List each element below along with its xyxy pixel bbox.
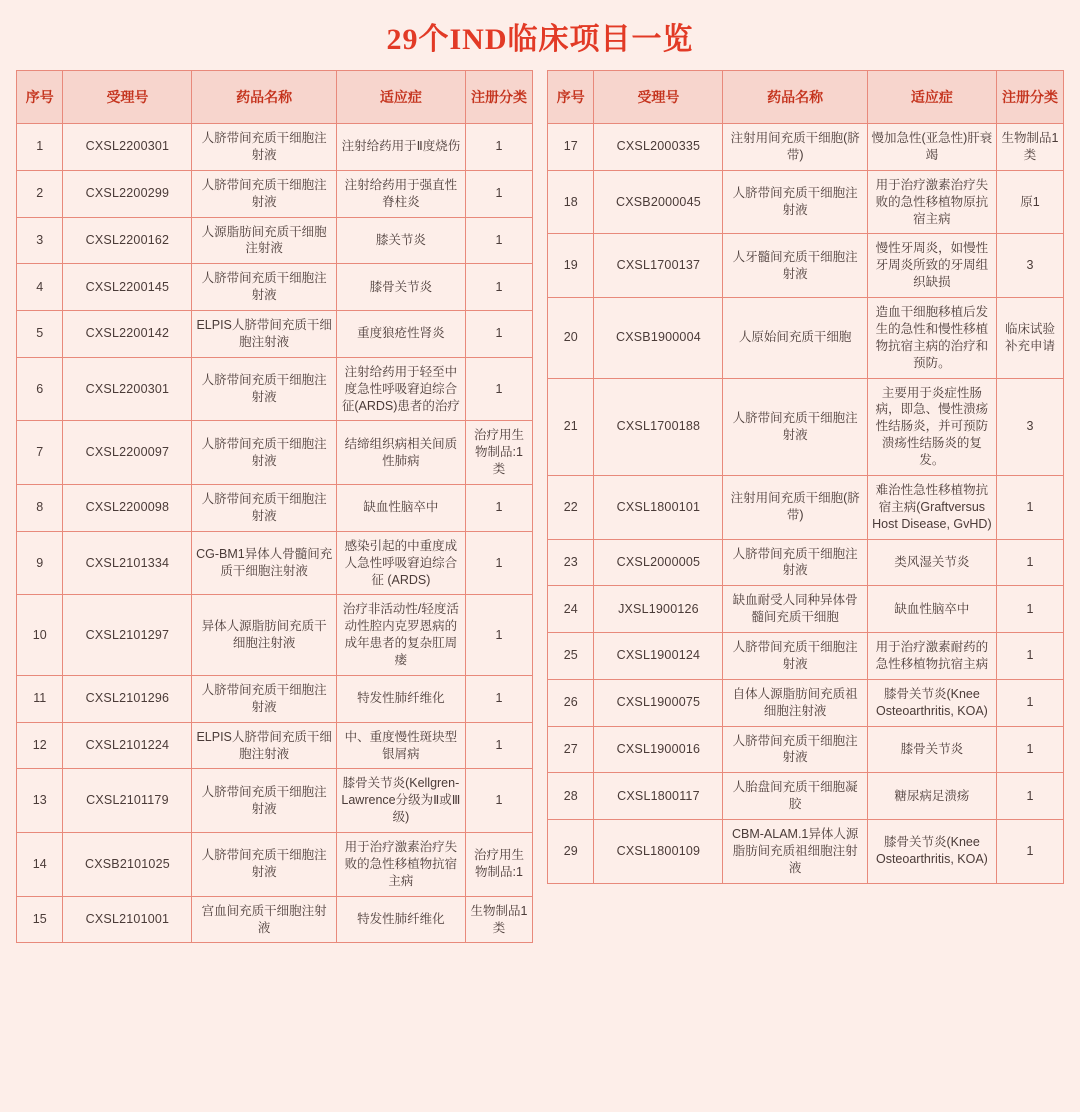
cell-indication: 膝关节炎 [336, 217, 465, 264]
table-row [17, 722, 533, 769]
cell-drug-name: 人脐带间充质干细胞注射液 [192, 421, 336, 485]
cell-acceptance-number: CXSL1900124 [594, 633, 723, 680]
cell-registration-class: 1 [465, 124, 532, 171]
cell-registration-class: 治疗用生物制品:1类 [465, 421, 532, 485]
cell-acceptance-number: CXSL1800109 [594, 820, 723, 884]
table-row [548, 726, 1064, 773]
cell-indication: 难治性急性移植物抗宿主病(Graftversus Host Disease, GvHD) [867, 475, 996, 539]
cell-drug-name: 人脐带间充质干细胞注射液 [192, 675, 336, 722]
cell-drug-name: 人源脂肪间充质干细胞注射液 [192, 217, 336, 264]
cell-acceptance-number: CXSL1800117 [594, 773, 723, 820]
cell-drug-name: 人脐带间充质干细胞注射液 [192, 124, 336, 171]
table-row [548, 124, 1064, 171]
column-header-no: 序号 [548, 71, 594, 124]
cell-drug-name: 人脐带间充质干细胞注射液 [723, 378, 867, 475]
cell-indication: 用于治疗激素耐药的急性移植物抗宿主病 [867, 633, 996, 680]
cell-acceptance-number: CXSL1900016 [594, 726, 723, 773]
cell-registration-class: 治疗用生物制品:1 [465, 833, 532, 897]
cell-indication: 膝骨关节炎(Knee Osteoarthritis, KOA) [867, 820, 996, 884]
cell-sequence-number: 23 [548, 539, 594, 586]
cell-indication: 治疗非活动性/轻度活动性腔内克罗恩病的成年患者的复杂肛周瘘 [336, 595, 465, 676]
cell-sequence-number: 25 [548, 633, 594, 680]
cell-acceptance-number: CXSL2200162 [63, 217, 192, 264]
cell-indication: 中、重度慢性斑块型银屑病 [336, 722, 465, 769]
tables-container [0, 70, 1080, 943]
cell-sequence-number: 21 [548, 378, 594, 475]
table-row [548, 820, 1064, 884]
cell-indication: 注射给药用于轻至中度急性呼吸窘迫综合征(ARDS)患者的治疗 [336, 357, 465, 421]
cell-sequence-number: 5 [17, 311, 63, 358]
cell-drug-name: ELPIS人脐带间充质干细胞注射液 [192, 311, 336, 358]
cell-registration-class: 生物制品1类 [465, 896, 532, 943]
table-row [17, 170, 533, 217]
table-header-row [548, 71, 1064, 124]
cell-sequence-number: 10 [17, 595, 63, 676]
cell-registration-class: 1 [465, 357, 532, 421]
cell-indication: 膝骨关节炎 [867, 726, 996, 773]
table-header-row [17, 71, 533, 124]
cell-sequence-number: 13 [17, 769, 63, 833]
cell-sequence-number: 3 [17, 217, 63, 264]
table-row [548, 298, 1064, 379]
table-body-right [548, 124, 1064, 884]
cell-registration-class: 1 [996, 726, 1063, 773]
cell-sequence-number: 11 [17, 675, 63, 722]
cell-acceptance-number: CXSL1900075 [594, 679, 723, 726]
table-body-left [17, 124, 533, 943]
cell-sequence-number: 6 [17, 357, 63, 421]
table-row [548, 378, 1064, 475]
cell-registration-class: 1 [996, 475, 1063, 539]
cell-drug-name: 异体人源脂肪间充质干细胞注射液 [192, 595, 336, 676]
cell-indication: 慢加急性(亚急性)肝衰竭 [867, 124, 996, 171]
cell-acceptance-number: CXSL2000005 [594, 539, 723, 586]
table-row [548, 679, 1064, 726]
cell-sequence-number: 28 [548, 773, 594, 820]
cell-sequence-number: 8 [17, 485, 63, 532]
cell-drug-name: CBM-ALAM.1异体人源脂肪间充质祖细胞注射液 [723, 820, 867, 884]
cell-indication: 结缔组织病相关间质性肺病 [336, 421, 465, 485]
cell-drug-name: 缺血耐受人同种异体骨髓间充质干细胞 [723, 586, 867, 633]
table-row [17, 217, 533, 264]
cell-registration-class: 1 [996, 820, 1063, 884]
cell-sequence-number: 12 [17, 722, 63, 769]
cell-registration-class: 1 [465, 595, 532, 676]
cell-acceptance-number: JXSL1900126 [594, 586, 723, 633]
cell-acceptance-number: CXSL1800101 [594, 475, 723, 539]
table-row [17, 769, 533, 833]
cell-indication: 膝骨关节炎(Kellgren-Lawrence分级为Ⅱ或Ⅲ级) [336, 769, 465, 833]
cell-registration-class: 1 [996, 773, 1063, 820]
table-row [17, 833, 533, 897]
cell-drug-name: 人脐带间充质干细胞注射液 [192, 769, 336, 833]
cell-sequence-number: 14 [17, 833, 63, 897]
cell-drug-name: 人脐带间充质干细胞注射液 [192, 357, 336, 421]
cell-sequence-number: 9 [17, 531, 63, 595]
cell-registration-class: 1 [465, 170, 532, 217]
cell-acceptance-number: CXSL2101224 [63, 722, 192, 769]
cell-acceptance-number: CXSL2200145 [63, 264, 192, 311]
cell-registration-class: 1 [465, 485, 532, 532]
cell-acceptance-number: CXSL2200097 [63, 421, 192, 485]
cell-registration-class: 1 [465, 531, 532, 595]
ind-table-right [547, 70, 1064, 884]
cell-sequence-number: 19 [548, 234, 594, 298]
cell-drug-name: 注射用间充质干细胞(脐带) [723, 475, 867, 539]
cell-acceptance-number: CXSL1700188 [594, 378, 723, 475]
left-table-column [16, 70, 533, 943]
table-row [17, 311, 533, 358]
cell-indication: 用于治疗激素治疗失败的急性移植物抗宿主病 [336, 833, 465, 897]
table-row [17, 531, 533, 595]
cell-drug-name: 人脐带间充质干细胞注射液 [192, 264, 336, 311]
table-row [548, 773, 1064, 820]
cell-acceptance-number: CXSL2200301 [63, 124, 192, 171]
cell-indication: 重度狼疮性肾炎 [336, 311, 465, 358]
cell-registration-class: 1 [996, 633, 1063, 680]
cell-drug-name: 人脐带间充质干细胞注射液 [192, 833, 336, 897]
table-row [17, 124, 533, 171]
cell-registration-class: 1 [465, 264, 532, 311]
cell-drug-name: 人脐带间充质干细胞注射液 [723, 633, 867, 680]
column-header-no: 序号 [17, 71, 63, 124]
cell-registration-class: 临床试验补充申请 [996, 298, 1063, 379]
table-row [548, 170, 1064, 234]
cell-indication: 主要用于炎症性肠病，即急、慢性溃疡性结肠炎，并可预防溃疡性结肠炎的复发。 [867, 378, 996, 475]
cell-acceptance-number: CXSB2000045 [594, 170, 723, 234]
cell-indication: 注射给药用于Ⅱ度烧伤 [336, 124, 465, 171]
cell-acceptance-number: CXSL2101297 [63, 595, 192, 676]
cell-drug-name: 人牙髓间充质干细胞注射液 [723, 234, 867, 298]
cell-indication: 慢性牙周炎，如慢性牙周炎所致的牙周组织缺损 [867, 234, 996, 298]
cell-registration-class: 1 [996, 679, 1063, 726]
right-table-column [547, 70, 1064, 884]
table-row [17, 675, 533, 722]
cell-sequence-number: 26 [548, 679, 594, 726]
column-header-indication: 适应症 [336, 71, 465, 124]
cell-acceptance-number: CXSL2200299 [63, 170, 192, 217]
cell-indication: 特发性肺纤维化 [336, 675, 465, 722]
cell-acceptance-number: CXSL2200098 [63, 485, 192, 532]
table-row [17, 595, 533, 676]
table-row [17, 896, 533, 943]
cell-acceptance-number: CXSB2101025 [63, 833, 192, 897]
cell-registration-class: 3 [996, 234, 1063, 298]
cell-indication: 感染引起的中重度成人急性呼吸窘迫综合征 (ARDS) [336, 531, 465, 595]
cell-indication: 糖尿病足溃疡 [867, 773, 996, 820]
cell-registration-class: 原1 [996, 170, 1063, 234]
column-header-drug: 药品名称 [723, 71, 867, 124]
cell-drug-name: 人脐带间充质干细胞注射液 [192, 170, 336, 217]
cell-sequence-number: 27 [548, 726, 594, 773]
table-row [548, 234, 1064, 298]
page-title: 29个IND临床项目一览 [386, 23, 694, 56]
cell-sequence-number: 22 [548, 475, 594, 539]
column-header-class: 注册分类 [465, 71, 532, 124]
cell-drug-name: 人脐带间充质干细胞注射液 [723, 726, 867, 773]
cell-acceptance-number: CXSL2101334 [63, 531, 192, 595]
cell-drug-name: ELPIS人脐带间充质干细胞注射液 [192, 722, 336, 769]
cell-indication: 注射给药用于强直性脊柱炎 [336, 170, 465, 217]
column-header-accept: 受理号 [63, 71, 192, 124]
cell-sequence-number: 15 [17, 896, 63, 943]
cell-drug-name: 人原始间充质干细胞 [723, 298, 867, 379]
cell-indication: 特发性肺纤维化 [336, 896, 465, 943]
cell-indication: 缺血性脑卒中 [336, 485, 465, 532]
cell-sequence-number: 7 [17, 421, 63, 485]
cell-indication: 用于治疗激素治疗失败的急性移植物原抗宿主病 [867, 170, 996, 234]
cell-indication: 造血干细胞移植后发生的急性和慢性移植物抗宿主病的治疗和预防。 [867, 298, 996, 379]
cell-acceptance-number: CXSL2200142 [63, 311, 192, 358]
cell-drug-name: 注射用间充质干细胞(脐带) [723, 124, 867, 171]
cell-registration-class: 1 [465, 675, 532, 722]
cell-drug-name: 人脐带间充质干细胞注射液 [723, 170, 867, 234]
cell-indication: 膝骨关节炎(Knee Osteoarthritis, KOA) [867, 679, 996, 726]
cell-drug-name: CG-BM1异体人骨髓间充质干细胞注射液 [192, 531, 336, 595]
table-row [548, 539, 1064, 586]
cell-sequence-number: 29 [548, 820, 594, 884]
cell-drug-name: 人胎盘间充质干细胞凝胶 [723, 773, 867, 820]
table-row [17, 421, 533, 485]
cell-drug-name: 宫血间充质干细胞注射液 [192, 896, 336, 943]
cell-sequence-number: 17 [548, 124, 594, 171]
cell-registration-class: 1 [465, 722, 532, 769]
cell-acceptance-number: CXSL2200301 [63, 357, 192, 421]
cell-indication: 缺血性脑卒中 [867, 586, 996, 633]
cell-acceptance-number: CXSB1900004 [594, 298, 723, 379]
table-row [548, 475, 1064, 539]
cell-acceptance-number: CXSL2101179 [63, 769, 192, 833]
cell-registration-class: 1 [996, 539, 1063, 586]
table-row [17, 264, 533, 311]
cell-registration-class: 1 [465, 311, 532, 358]
cell-sequence-number: 2 [17, 170, 63, 217]
cell-registration-class: 1 [465, 217, 532, 264]
column-header-class: 注册分类 [996, 71, 1063, 124]
ind-table-left [16, 70, 533, 943]
table-row [548, 586, 1064, 633]
cell-registration-class: 生物制品1类 [996, 124, 1063, 171]
cell-sequence-number: 4 [17, 264, 63, 311]
cell-registration-class: 1 [465, 769, 532, 833]
cell-drug-name: 人脐带间充质干细胞注射液 [192, 485, 336, 532]
cell-drug-name: 人脐带间充质干细胞注射液 [723, 539, 867, 586]
cell-acceptance-number: CXSL1700137 [594, 234, 723, 298]
column-header-drug: 药品名称 [192, 71, 336, 124]
cell-sequence-number: 18 [548, 170, 594, 234]
cell-sequence-number: 1 [17, 124, 63, 171]
cell-indication: 膝骨关节炎 [336, 264, 465, 311]
cell-sequence-number: 20 [548, 298, 594, 379]
cell-indication: 类风湿关节炎 [867, 539, 996, 586]
table-row [17, 485, 533, 532]
cell-drug-name: 自体人源脂肪间充质祖细胞注射液 [723, 679, 867, 726]
table-row [17, 357, 533, 421]
table-row [548, 633, 1064, 680]
cell-acceptance-number: CXSL2000335 [594, 124, 723, 171]
cell-sequence-number: 24 [548, 586, 594, 633]
cell-acceptance-number: CXSL2101001 [63, 896, 192, 943]
column-header-indication: 适应症 [867, 71, 996, 124]
column-header-accept: 受理号 [594, 71, 723, 124]
cell-acceptance-number: CXSL2101296 [63, 675, 192, 722]
cell-registration-class: 1 [996, 586, 1063, 633]
cell-registration-class: 3 [996, 378, 1063, 475]
